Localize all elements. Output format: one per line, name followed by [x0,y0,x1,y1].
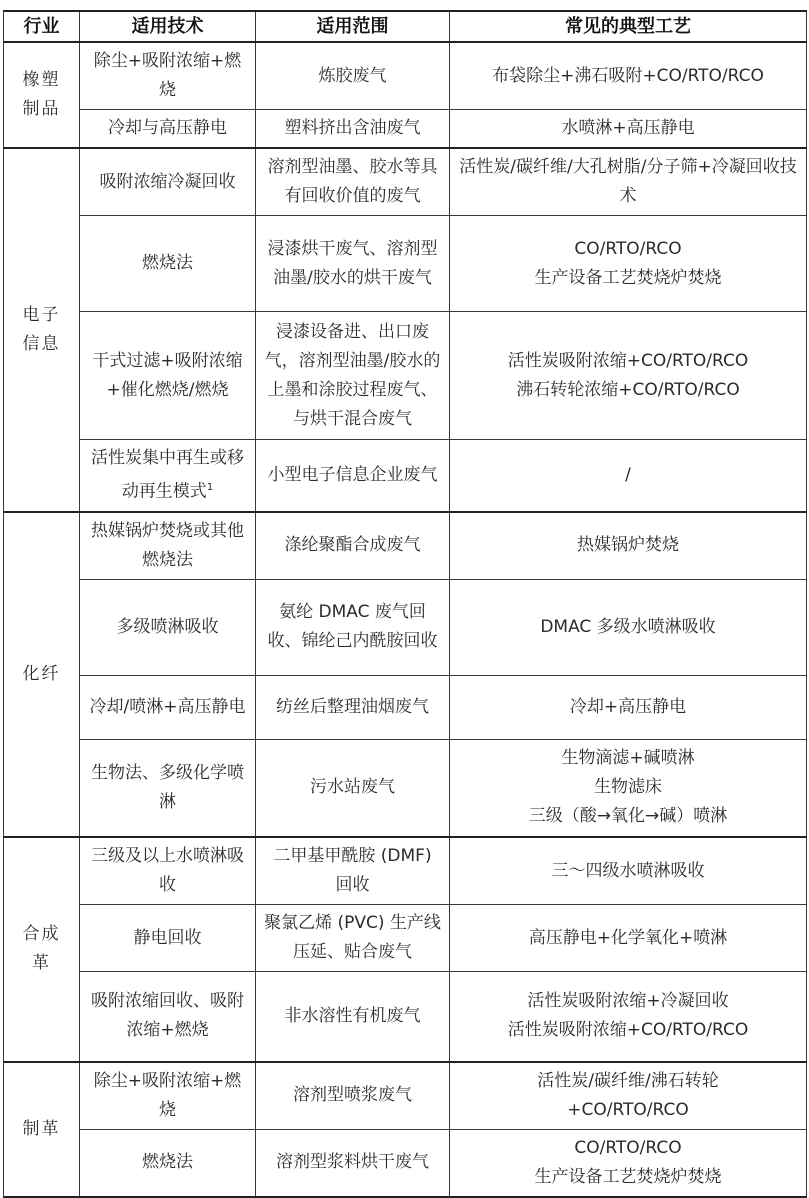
process-line: 生物滤床 [594,777,662,798]
tech-cell: 干式过滤+吸附浓缩+催化燃烧/燃烧 [80,312,256,440]
scope-cell: 涤纶聚酯合成废气 [256,512,450,580]
industry-chemical-fiber: 化纤 [4,512,80,838]
scope-cell: 溶剂型喷浆废气 [256,1062,450,1130]
scope-cell: 纺丝后整理油烟废气 [256,675,450,739]
header-row [4,11,807,42]
table-row [4,837,807,905]
process-cell: 活性炭/碳纤维/大孔树脂/分子筛+冷凝回收技术 [450,148,807,216]
process-table [3,10,807,1198]
table-row [4,42,807,110]
table-row [4,1129,807,1197]
process-cell: 三～四级水喷淋吸收 [450,837,807,905]
table-row [4,675,807,739]
process-cell [450,739,807,837]
header-scope: 适用范围 [256,11,450,42]
industry-label-line: 橡塑 [22,70,61,90]
process-line: 生物滴滤+碱喷淋 [561,748,695,769]
process-line: 活性炭/碳纤维/沸石转轮 [537,1070,719,1091]
industry-electronics [4,148,80,512]
process-line: 活性炭吸附浓缩+CO/RTO/RCO [507,1020,749,1041]
tech-cell: 静电回收 [80,905,256,972]
process-line: 生产设备工艺焚烧炉焚烧 [534,1166,722,1187]
scope-cell: 溶剂型油墨、胶水等具有回收价值的废气 [256,148,450,216]
scope-cell: 氨纶 DMAC 废气回收、锦纶己内酰胺回收 [256,579,450,675]
process-line: +CO/RTO/RCO [567,1099,689,1120]
process-cell [450,972,807,1062]
scope-cell: 污水站废气 [256,739,450,837]
process-cell: 冷却+高压静电 [450,675,807,739]
tech-cell: 燃烧法 [80,1129,256,1197]
process-line: CO/RTO/RCO [574,238,682,259]
tech-cell: 吸附浓缩回收、吸附浓缩+燃烧 [80,972,256,1062]
process-cell [450,216,807,312]
scope-cell: 浸漆烘干废气、溶剂型油墨/胶水的烘干废气 [256,216,450,312]
header-industry: 行业 [4,11,80,42]
scope-cell: 非水溶性有机废气 [256,972,450,1062]
process-cell: 水喷淋+高压静电 [450,110,807,149]
process-line: 活性炭吸附浓缩+CO/RTO/RCO [507,350,749,371]
scope-cell: 聚氯乙烯 (PVC) 生产线压延、贴合废气 [256,905,450,972]
table-row [4,579,807,675]
scope-cell: 溶剂型浆料烘干废气 [256,1129,450,1197]
scope-cell: 炼胶废气 [256,42,450,110]
process-line: 沸石转轮浓缩+CO/RTO/RCO [516,379,740,400]
table-row [4,1062,807,1130]
tech-cell: 热媒锅炉焚烧或其他燃烧法 [80,512,256,580]
tech-cell: 多级喷淋吸收 [80,579,256,675]
tech-cell: 生物法、多级化学喷淋 [80,739,256,837]
process-cell [450,312,807,440]
industry-label-line: 革 [32,953,51,974]
table-row [4,972,807,1062]
industry-leather: 制革 [4,1062,80,1197]
tech-cell: 除尘+吸附浓缩+燃烧 [80,42,256,110]
tech-cell: 冷却与高压静电 [80,110,256,149]
header-technology: 适用技术 [80,11,256,42]
process-cell: 布袋除尘+沸石吸附+CO/RTO/RCO [450,42,807,110]
table-row [4,216,807,312]
scope-cell: 浸漆设备进、出口废气，溶剂型油墨/胶水的上墨和涂胶过程废气、与烘干混合废气 [256,312,450,440]
tech-cell: 除尘+吸附浓缩+燃烧 [80,1062,256,1130]
industry-label-line: 制品 [22,99,61,119]
table-row [4,440,807,512]
tech-cell: 冷却/喷淋+高压静电 [80,675,256,739]
process-cell: DMAC 多级水喷淋吸收 [450,579,807,675]
table-row [4,312,807,440]
tech-cell: 三级及以上水喷淋吸收 [80,837,256,905]
process-cell: / [450,440,807,512]
table-row [4,905,807,972]
process-line: CO/RTO/RCO [574,1137,682,1158]
industry-rubber-plastic [4,42,80,148]
scope-cell: 小型电子信息企业废气 [256,440,450,512]
tech-cell [80,440,256,512]
industry-label-line: 电子 [22,304,61,325]
process-cell [450,1062,807,1130]
industry-synthetic-leather [4,837,80,1062]
industry-label-line: 合成 [22,924,61,945]
tech-cell: 吸附浓缩冷凝回收 [80,148,256,216]
tech-text: 活性炭集中再生或移动再生模式 [91,448,244,502]
process-cell [450,1129,807,1197]
industry-label-line: 信息 [22,333,61,354]
process-line: 三级（酸→氧化→碱）喷淋 [528,806,728,827]
table-row [4,512,807,580]
table-row [4,110,807,149]
header-process: 常见的典型工艺 [450,11,807,42]
process-cell: 高压静电+化学氧化+喷淋 [450,905,807,972]
scope-cell: 塑料挤出含油废气 [256,110,450,149]
table-row [4,739,807,837]
process-cell: 热媒锅炉焚烧 [450,512,807,580]
table-row [4,148,807,216]
footnote-marker: 1 [206,482,214,493]
scope-cell: 二甲基甲酰胺 (DMF) 回收 [256,837,450,905]
tech-cell: 燃烧法 [80,216,256,312]
process-line: 活性炭吸附浓缩+冷凝回收 [527,991,729,1012]
process-line: 生产设备工艺焚烧炉焚烧 [534,267,722,288]
